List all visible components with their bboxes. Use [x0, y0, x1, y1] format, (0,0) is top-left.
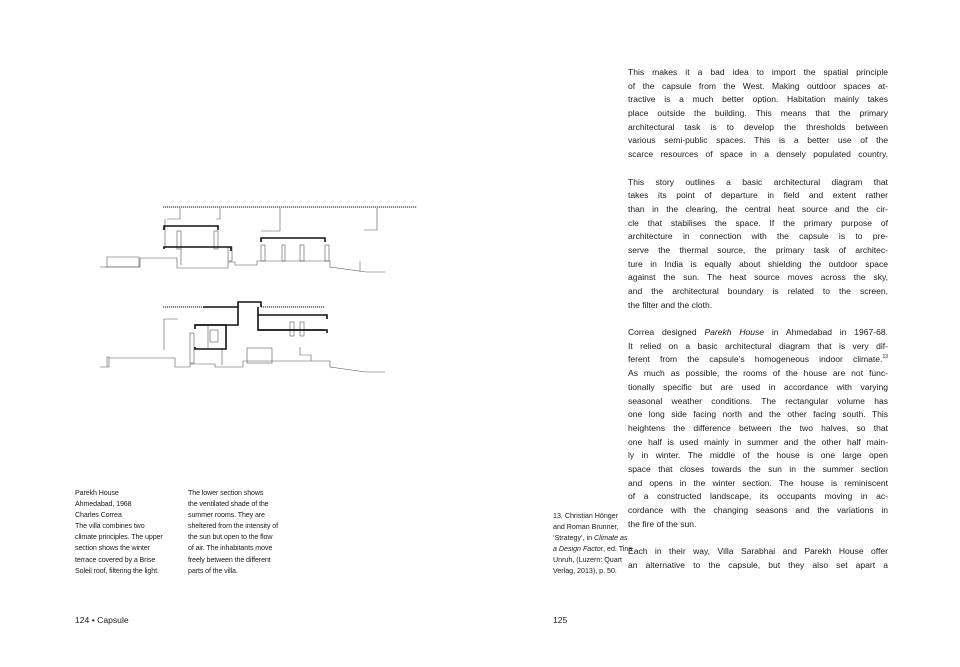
caption-title: Parekh House	[75, 489, 119, 497]
text-line: Each in their way, Villa Sarabhai and Parekh House offer	[628, 546, 888, 557]
text-line: of the capsule from the West. Making outdoor spaces at-	[628, 80, 888, 91]
text-line: than in the clearing, the central heat source and the cir-	[628, 203, 888, 214]
caption-line: the ventilated shade of the	[188, 500, 269, 509]
text-line: architectural task is to develop the thresholds between	[628, 121, 888, 132]
text-line: cle that stabilises the space. If the primary purpose of	[628, 217, 888, 228]
text-line: one half is used mainly in summer and the other half main-	[628, 436, 888, 447]
footnote-line: and Roman Brunner,	[553, 523, 619, 532]
section-drawing-icon	[95, 295, 425, 375]
caption-line: of air. The inhabitants move	[188, 544, 273, 553]
caption-line: The villa combines two	[75, 522, 145, 531]
caption-line: climate principles. The upper	[75, 533, 163, 542]
footnote-line: ‘Strategy’, in Climate as	[553, 534, 628, 543]
text-line: space that closes towards the sun in the summer section	[628, 463, 888, 474]
caption-line: Soleil roof, filtering the light.	[75, 566, 159, 575]
text-line: seasonal weather conditions. The rectangular volume has	[628, 395, 888, 406]
text-line: ly in winter. The middle of the house is one large open	[628, 450, 888, 461]
text-line: tractive is a much better option. Habitation mainly takes	[628, 94, 888, 105]
caption-line: the sun but open to the flow	[188, 533, 273, 542]
text-line: the fire of the sun.	[628, 518, 697, 529]
text-line: serve the thermal source, the primary task of architec-	[628, 244, 888, 255]
text-line: Correa designed Parekh House in Ahmedabad in 1967-68.	[628, 327, 888, 338]
text-line: ture in India is equally about shielding the outdoor space	[628, 258, 888, 269]
text-line: place outside the building. This means that the primary	[628, 108, 888, 119]
footnote-line: a Design Factor, ed. Tina	[553, 545, 633, 554]
text-line: As much as possible, the rooms of the house are not func-	[628, 368, 888, 379]
lower-section-drawing	[95, 295, 425, 375]
text-line: architecture in connection with the capsule is to pre-	[628, 231, 888, 242]
caption-line: sheltered from the intensity of	[188, 522, 278, 531]
footnote-ref[interactable]: 13	[882, 354, 888, 361]
text-line: various semi-public spaces. This is a better use of the	[628, 135, 888, 146]
text-line: This story outlines a basic architectural diagram that	[628, 176, 888, 187]
caption-location: Ahmedabad, 1968	[75, 500, 132, 509]
upper-section-drawing	[95, 195, 425, 275]
caption-line: terrace covered by a Brise	[75, 555, 156, 564]
figure-caption-col2	[188, 488, 278, 577]
footnote-13	[553, 511, 632, 578]
text-line: and the architectural boundary is related to the screen,	[628, 286, 888, 296]
paragraph-2	[628, 176, 888, 313]
text-line: heightens the difference between the two halves, so that	[628, 422, 888, 433]
text-line: against the sun. The heat source moves across the sky,	[628, 272, 888, 283]
text-line: an alternative to the capsule, but they also set apart a	[628, 559, 888, 570]
text-line: cordance with the changing seasons and the variations in	[628, 505, 888, 515]
text-line: tionally specific but are used in accordance with varying	[628, 381, 888, 392]
footnote-line: 13. Christian Hönger	[553, 512, 619, 520]
footnote-line: Unruh, (Luzern: Quart	[553, 556, 622, 565]
right-page	[480, 0, 960, 667]
text-line: the filter and the cloth.	[628, 299, 713, 310]
caption-architect: Charles Correa	[75, 511, 122, 520]
text-line: of a constructed landscape, its occupants moving in ac-	[628, 491, 888, 502]
page-folio-left: 124 • Capsule	[75, 615, 129, 625]
caption-line: parts of the villa.	[188, 566, 238, 575]
text-line: This makes it a bad idea to import the spatial principle	[628, 67, 888, 77]
paragraph-4	[628, 545, 888, 572]
caption-line: The lower section shows	[188, 489, 264, 497]
paragraph-1	[628, 66, 888, 162]
section-drawing-icon	[95, 195, 425, 275]
figure-caption-col1	[75, 488, 163, 577]
caption-line: section shows the winter	[75, 544, 150, 553]
text-line: one long side facing north and the other facing south. This	[628, 409, 888, 420]
caption-line: summer rooms. They are	[188, 511, 265, 520]
paragraph-3	[628, 326, 888, 531]
body-text-column	[628, 66, 888, 586]
text-line: scarce resources of space in a densely populated country.	[628, 149, 888, 160]
caption-line: freely between the different	[188, 555, 271, 564]
page-folio-right: 125	[553, 615, 568, 625]
text-line: ferent from the capsule’s homogeneous indoor climate.$^{13}$	[628, 354, 888, 365]
text-line: It relied on a basic architectural diagram that is very dif-	[628, 340, 888, 351]
footnote-line: Verlag, 2013), p. 50.	[553, 567, 617, 576]
text-line: and opens in the winter section. The house is reminiscent	[628, 477, 888, 488]
building-name: Parekh House	[704, 327, 765, 338]
text-line: takes its point of departure in field and extent rather	[628, 190, 888, 201]
